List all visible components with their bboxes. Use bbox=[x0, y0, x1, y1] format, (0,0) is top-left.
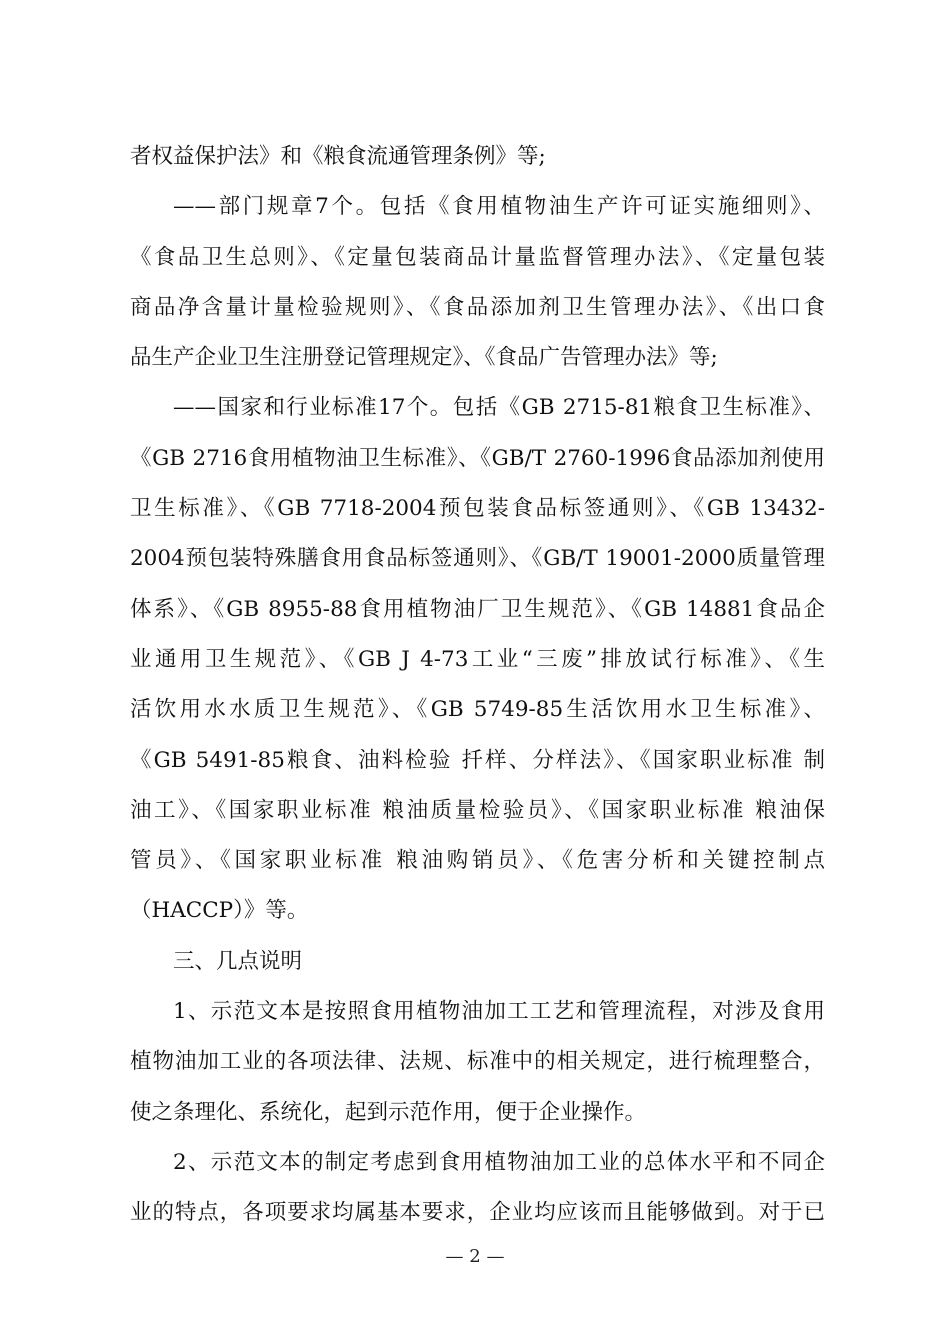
text-line: 商品净含量计量检验规则》、《食品添加剂卫生管理办法》、《出口食 bbox=[130, 294, 825, 320]
text-line: 1、示范文本是按照食用植物油加工工艺和管理流程，对涉及食用 bbox=[173, 999, 825, 1025]
text-line: 业通用卫生规范》、《GB J 4-73工业“三废”排放试行标准》、《生 bbox=[130, 646, 825, 672]
text-line: 油工》、《国家职业标准 粮油质量检验员》、《国家职业标准 粮油保 bbox=[130, 797, 825, 823]
text-line: 者权益保护法》和《粮食流通管理条例》等; bbox=[130, 144, 546, 169]
text-line: 《GB 5491-85粮食、油料检验 扦样、分样法》、《国家职业标准 制 bbox=[130, 747, 825, 773]
text-line: 植物油加工业的各项法律、法规、标准中的相关规定，进行梳理整合， bbox=[130, 1049, 825, 1075]
text-line: 使之条理化、系统化，起到示范作用，便于企业操作。 bbox=[130, 1099, 647, 1125]
text-line: 业的特点，各项要求均属基本要求，企业均应该而且能够做到。对于已 bbox=[130, 1200, 825, 1226]
text-line: 《GB 2716食用植物油卫生标准》、《GB/T 2760-1996食品添加剂使用 bbox=[130, 445, 825, 471]
text-line: 体系》、《GB 8955-88食用植物油厂卫生规范》、《GB 14881食品企 bbox=[130, 596, 825, 622]
text-line: ——部门规章7个。包括《食用植物油生产许可证实施细则》、 bbox=[173, 194, 825, 220]
text-line: 《食品卫生总则》、《定量包装商品计量监督管理办法》、《定量包装 bbox=[130, 244, 825, 270]
text-line: 活饮用水水质卫生规范》、《GB 5749-85生活饮用水卫生标准》、 bbox=[130, 697, 825, 723]
document-body bbox=[130, 132, 825, 1239]
page-number: — 2 — bbox=[445, 1246, 505, 1267]
text-line: 三、几点说明 bbox=[173, 948, 303, 974]
text-line: 卫生标准》、《GB 7718-2004预包装食品标签通则》、《GB 13432- bbox=[130, 496, 825, 522]
text-line: ——国家和行业标准17个。包括《GB 2715-81粮食卫生标准》、 bbox=[173, 395, 825, 421]
text-line: 品生产企业卫生注册登记管理规定》、《食品广告管理办法》等; bbox=[130, 345, 718, 371]
text-line: 管员》、《国家职业标准 粮油购销员》、《危害分析和关键控制点 bbox=[130, 848, 825, 874]
text-line: 2004预包装特殊膳食用食品标签通则》、《GB/T 19001-2000质量管理 bbox=[130, 546, 825, 572]
text-line: 2、示范文本的制定考虑到食用植物油加工业的总体水平和不同企 bbox=[173, 1149, 825, 1175]
text-line: （HACCP）》等。 bbox=[130, 898, 309, 924]
